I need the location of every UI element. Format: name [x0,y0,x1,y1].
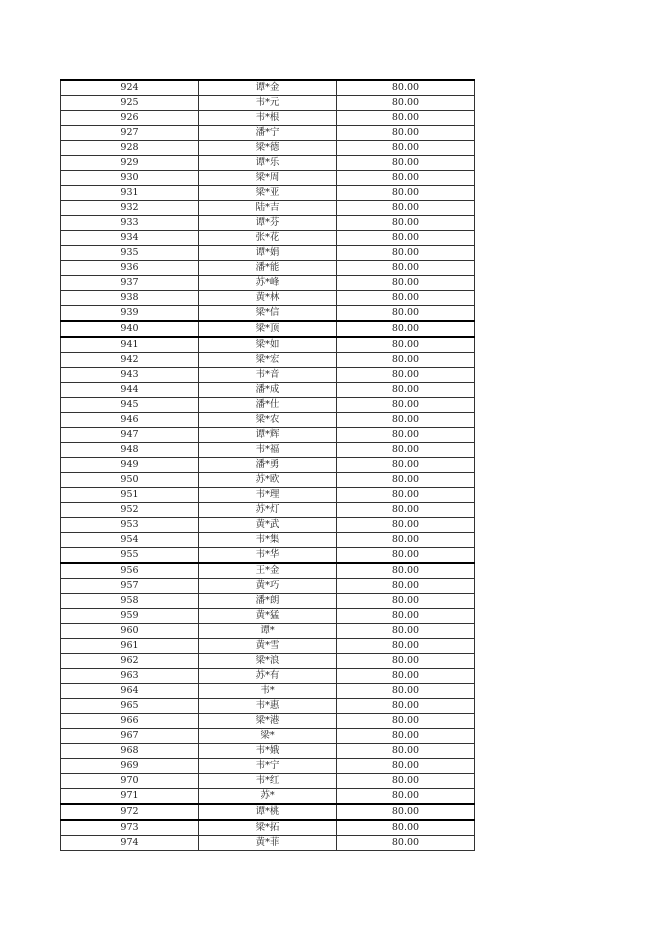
amount-cell: 80.00 [337,458,475,473]
name-cell: 韦* [199,684,337,699]
amount-cell: 80.00 [337,276,475,291]
row-number-cell: 961 [61,639,199,654]
name-cell: 韦*华 [199,548,337,564]
name-cell: 韦*集 [199,533,337,548]
table-row [61,654,475,669]
amount-cell: 80.00 [337,306,475,322]
name-cell: 潘*宁 [199,126,337,141]
name-cell: 韦*惠 [199,699,337,714]
row-number-cell: 963 [61,669,199,684]
row-number-cell: 953 [61,518,199,533]
table-row [61,171,475,186]
row-number-cell: 970 [61,774,199,789]
table-row [61,458,475,473]
row-number-cell: 974 [61,836,199,851]
name-cell: 黄*菲 [199,836,337,851]
table-row [61,609,475,624]
amount-cell: 80.00 [337,804,475,820]
amount-cell: 80.00 [337,488,475,503]
table-row [61,126,475,141]
table-row [61,413,475,428]
table-row [61,744,475,759]
name-cell: 韦*音 [199,368,337,383]
name-cell: 陆*吉 [199,201,337,216]
table-row [61,473,475,488]
table-row [61,518,475,533]
row-number-cell: 955 [61,548,199,564]
table-row [61,443,475,458]
row-number-cell: 951 [61,488,199,503]
table-row [61,186,475,201]
amount-cell: 80.00 [337,836,475,851]
name-cell: 苏* [199,789,337,805]
row-number-cell: 929 [61,156,199,171]
table-row [61,669,475,684]
amount-cell: 80.00 [337,186,475,201]
name-cell: 谭*芬 [199,216,337,231]
table-row [61,428,475,443]
name-cell: 梁*拓 [199,820,337,836]
row-number-cell: 942 [61,353,199,368]
name-cell: 黄*巧 [199,579,337,594]
table-row [61,216,475,231]
name-cell: 谭* [199,624,337,639]
amount-cell: 80.00 [337,654,475,669]
name-cell: 韦*宁 [199,759,337,774]
row-number-cell: 931 [61,186,199,201]
name-cell: 黄*雪 [199,639,337,654]
row-number-cell: 925 [61,96,199,111]
amount-cell: 80.00 [337,428,475,443]
amount-cell: 80.00 [337,594,475,609]
amount-cell: 80.00 [337,684,475,699]
row-number-cell: 971 [61,789,199,805]
row-number-cell: 949 [61,458,199,473]
amount-cell: 80.00 [337,368,475,383]
amount-cell: 80.00 [337,156,475,171]
row-number-cell: 939 [61,306,199,322]
table-row [61,368,475,383]
amount-cell: 80.00 [337,96,475,111]
table-row [61,548,475,564]
amount-cell: 80.00 [337,533,475,548]
table-row [61,321,475,337]
row-number-cell: 947 [61,428,199,443]
row-number-cell: 943 [61,368,199,383]
table-row [61,774,475,789]
name-cell: 潘*能 [199,261,337,276]
amount-cell: 80.00 [337,669,475,684]
row-number-cell: 930 [61,171,199,186]
table-row [61,111,475,126]
amount-cell: 80.00 [337,503,475,518]
name-cell: 黄*林 [199,291,337,306]
name-cell: 韦*福 [199,443,337,458]
row-number-cell: 966 [61,714,199,729]
table-row [61,759,475,774]
name-cell: 谭*桃 [199,804,337,820]
data-table [60,79,475,851]
table-row [61,563,475,579]
table-row [61,337,475,353]
row-number-cell: 967 [61,729,199,744]
name-cell: 梁*如 [199,337,337,353]
table-row [61,353,475,368]
row-number-cell: 952 [61,503,199,518]
table-row [61,383,475,398]
amount-cell: 80.00 [337,383,475,398]
amount-cell: 80.00 [337,729,475,744]
table-row [61,729,475,744]
amount-cell: 80.00 [337,609,475,624]
amount-cell: 80.00 [337,744,475,759]
name-cell: 梁* [199,729,337,744]
table-row [61,836,475,851]
row-number-cell: 945 [61,398,199,413]
amount-cell: 80.00 [337,353,475,368]
row-number-cell: 959 [61,609,199,624]
name-cell: 谭*辉 [199,428,337,443]
amount-cell: 80.00 [337,111,475,126]
row-number-cell: 934 [61,231,199,246]
amount-cell: 80.00 [337,291,475,306]
amount-cell: 80.00 [337,141,475,156]
row-number-cell: 958 [61,594,199,609]
table-row [61,699,475,714]
row-number-cell: 926 [61,111,199,126]
amount-cell: 80.00 [337,579,475,594]
row-number-cell: 973 [61,820,199,836]
row-number-cell: 932 [61,201,199,216]
name-cell: 潘*仕 [199,398,337,413]
name-cell: 潘*朗 [199,594,337,609]
name-cell: 谭*金 [199,80,337,96]
name-cell: 梁*宏 [199,353,337,368]
row-number-cell: 957 [61,579,199,594]
row-number-cell: 956 [61,563,199,579]
table-row [61,488,475,503]
table-row [61,96,475,111]
table-row [61,503,475,518]
amount-cell: 80.00 [337,820,475,836]
amount-cell: 80.00 [337,321,475,337]
amount-cell: 80.00 [337,443,475,458]
amount-cell: 80.00 [337,126,475,141]
row-number-cell: 962 [61,654,199,669]
amount-cell: 80.00 [337,413,475,428]
amount-cell: 80.00 [337,548,475,564]
table-row [61,246,475,261]
table-row [61,276,475,291]
name-cell: 王*金 [199,563,337,579]
amount-cell: 80.00 [337,639,475,654]
amount-cell: 80.00 [337,171,475,186]
table-row [61,80,475,96]
amount-cell: 80.00 [337,398,475,413]
table-row [61,533,475,548]
name-cell: 韦*娥 [199,744,337,759]
row-number-cell: 972 [61,804,199,820]
name-cell: 苏*灯 [199,503,337,518]
name-cell: 谭*娟 [199,246,337,261]
name-cell: 黄*武 [199,518,337,533]
name-cell: 潘*成 [199,383,337,398]
name-cell: 苏*峰 [199,276,337,291]
row-number-cell: 948 [61,443,199,458]
table-row [61,156,475,171]
table-row [61,231,475,246]
table-row [61,201,475,216]
row-number-cell: 936 [61,261,199,276]
table-row [61,594,475,609]
row-number-cell: 968 [61,744,199,759]
table-row [61,261,475,276]
name-cell: 梁*德 [199,141,337,156]
name-cell: 苏*欧 [199,473,337,488]
table-body [61,80,475,851]
name-cell: 韦*红 [199,774,337,789]
row-number-cell: 950 [61,473,199,488]
name-cell: 梁*港 [199,714,337,729]
name-cell: 梁*信 [199,306,337,322]
table-row [61,624,475,639]
row-number-cell: 964 [61,684,199,699]
table-row [61,789,475,805]
row-number-cell: 935 [61,246,199,261]
amount-cell: 80.00 [337,624,475,639]
row-number-cell: 941 [61,337,199,353]
amount-cell: 80.00 [337,80,475,96]
row-number-cell: 937 [61,276,199,291]
table-row [61,291,475,306]
row-number-cell: 927 [61,126,199,141]
row-number-cell: 965 [61,699,199,714]
row-number-cell: 946 [61,413,199,428]
name-cell: 谭*乐 [199,156,337,171]
row-number-cell: 933 [61,216,199,231]
row-number-cell: 969 [61,759,199,774]
row-number-cell: 954 [61,533,199,548]
amount-cell: 80.00 [337,699,475,714]
amount-cell: 80.00 [337,246,475,261]
amount-cell: 80.00 [337,518,475,533]
name-cell: 梁*农 [199,413,337,428]
row-number-cell: 944 [61,383,199,398]
amount-cell: 80.00 [337,759,475,774]
table-row [61,714,475,729]
amount-cell: 80.00 [337,231,475,246]
amount-cell: 80.00 [337,789,475,805]
amount-cell: 80.00 [337,714,475,729]
table-row [61,141,475,156]
name-cell: 苏*有 [199,669,337,684]
name-cell: 潘*勇 [199,458,337,473]
name-cell: 梁*亚 [199,186,337,201]
row-number-cell: 940 [61,321,199,337]
name-cell: 黄*猛 [199,609,337,624]
row-number-cell: 938 [61,291,199,306]
table-row [61,639,475,654]
row-number-cell: 924 [61,80,199,96]
amount-cell: 80.00 [337,473,475,488]
name-cell: 张*花 [199,231,337,246]
name-cell: 梁*周 [199,171,337,186]
table-row [61,684,475,699]
table-row [61,579,475,594]
row-number-cell: 928 [61,141,199,156]
table-row [61,820,475,836]
table-row [61,398,475,413]
name-cell: 梁*顶 [199,321,337,337]
amount-cell: 80.00 [337,201,475,216]
name-cell: 韦*理 [199,488,337,503]
amount-cell: 80.00 [337,216,475,231]
table-row [61,804,475,820]
name-cell: 韦*元 [199,96,337,111]
amount-cell: 80.00 [337,261,475,276]
name-cell: 梁*浪 [199,654,337,669]
row-number-cell: 960 [61,624,199,639]
amount-cell: 80.00 [337,337,475,353]
table-row [61,306,475,322]
name-cell: 韦*根 [199,111,337,126]
amount-cell: 80.00 [337,774,475,789]
amount-cell: 80.00 [337,563,475,579]
